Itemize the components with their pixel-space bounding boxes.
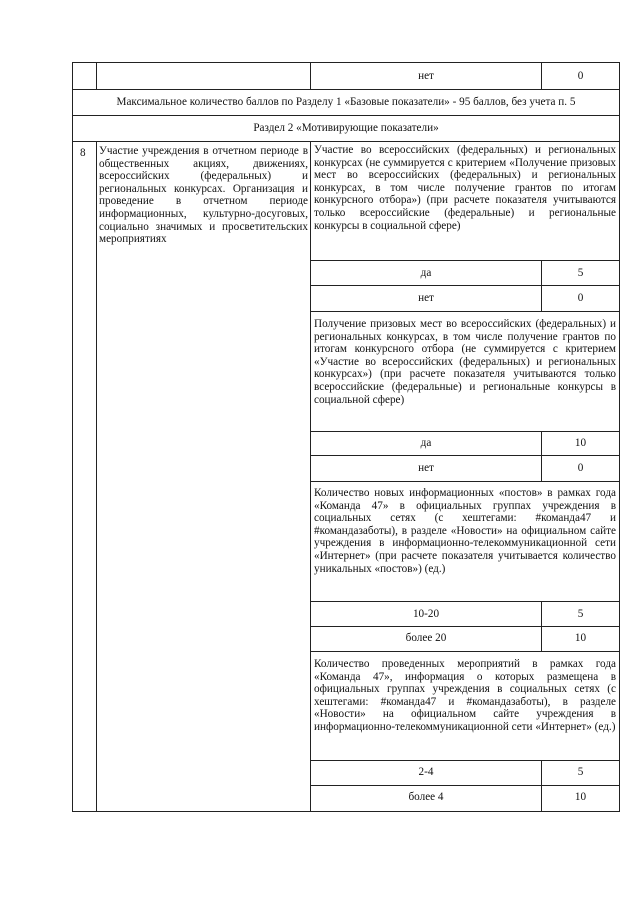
criterion-1-option-1-label: да	[420, 267, 432, 279]
section-title: Раздел 2 «Мотивирующие показатели»	[253, 122, 439, 134]
criterion-1-text: Участие во всероссийских (федеральных) и региональных конкурсах (не суммируется с критерием «Получение призовых мест во всероссийских (федеральных) и региональных конкурсах, в том числе получение грантов по итогам конкурсного отбора») (при расчете показателя учитываются только всероссийские (федеральные) и региональные конкурсы в социальной сфере)	[314, 144, 616, 232]
criterion-1-option-2-score: 0	[577, 292, 584, 304]
criterion-2-option-1-score: 10	[574, 437, 587, 449]
max-points-text: Максимальное количество баллов по Разделу 1 «Базовые показатели» - 95 баллов, без учета п. 5	[116, 96, 576, 108]
criterion-1-option-1-score: 5	[577, 267, 584, 279]
criterion-2-option-1-label: да	[420, 437, 432, 449]
criterion-3-text: Количество новых информационных «постов» в рамках года «Команда 47» в официальных группах учреждения в социальных сетях (с хештегами: #команда47 и #командазаботы), в разделе «Новости» на официальном сайте учреждения в информационно-телекоммуникационной сети «Интернет» (при расчете показателя учитывается количество уникальных «постов») (ед.)	[314, 487, 616, 575]
criterion-4-text: Количество проведенных мероприятий в рамках года «Команда 47», информация о которых размещена в официальных группах учреждения в социальных сетях (с хештегами: #команда47 и #командазаботы), в разделе «Новости» на официальном сайте учреждения в информационно-телекоммуникационной сети «Интернет» (ед.)	[314, 658, 616, 733]
criterion-2-option-2-score: 0	[577, 462, 584, 474]
criterion-2-text: Получение призовых мест во всероссийских (федеральных) и региональных конкурсах, в том числе получение грантов по итогам конкурсного отбора (не суммируется с критерием «Участие во всероссийских (федеральных) и региональных конкурсах») (при расчете показателя учитываются только всероссийские (федеральные) и региональные конкурсы в социальной сфере)	[314, 318, 616, 406]
criterion-4-option-1-label: 2-4	[418, 766, 434, 778]
criterion-3-option-1-label: 10-20	[412, 608, 440, 620]
top-row-score: 0	[577, 70, 584, 82]
top-row-answer: нет	[418, 70, 434, 82]
criterion-4-option-2-label: более 4	[408, 791, 444, 803]
criterion-4-option-2-score: 10	[574, 791, 587, 803]
top-row-desc-cell	[96, 62, 311, 90]
criterion-3-option-1-score: 5	[577, 608, 584, 620]
top-row-num-cell	[72, 62, 97, 90]
item-number: 8	[80, 147, 86, 159]
criterion-2-option-2-label: нет	[418, 462, 434, 474]
criterion-3-option-2-score: 10	[574, 632, 587, 644]
criterion-4-option-1-score: 5	[577, 766, 584, 778]
item-number-cell	[72, 141, 97, 812]
criterion-3-option-2-label: более 20	[405, 632, 447, 644]
item-description: Участие учреждения в отчетном периоде в общественных акциях, движениях, всероссийских (федеральных) и региональных конкурсах. Организация и проведение в отчетном периоде информационных, культурно-досуговых, социально значимых и просветительских мероприятиях	[99, 145, 308, 246]
criterion-1-option-2-label: нет	[418, 292, 434, 304]
